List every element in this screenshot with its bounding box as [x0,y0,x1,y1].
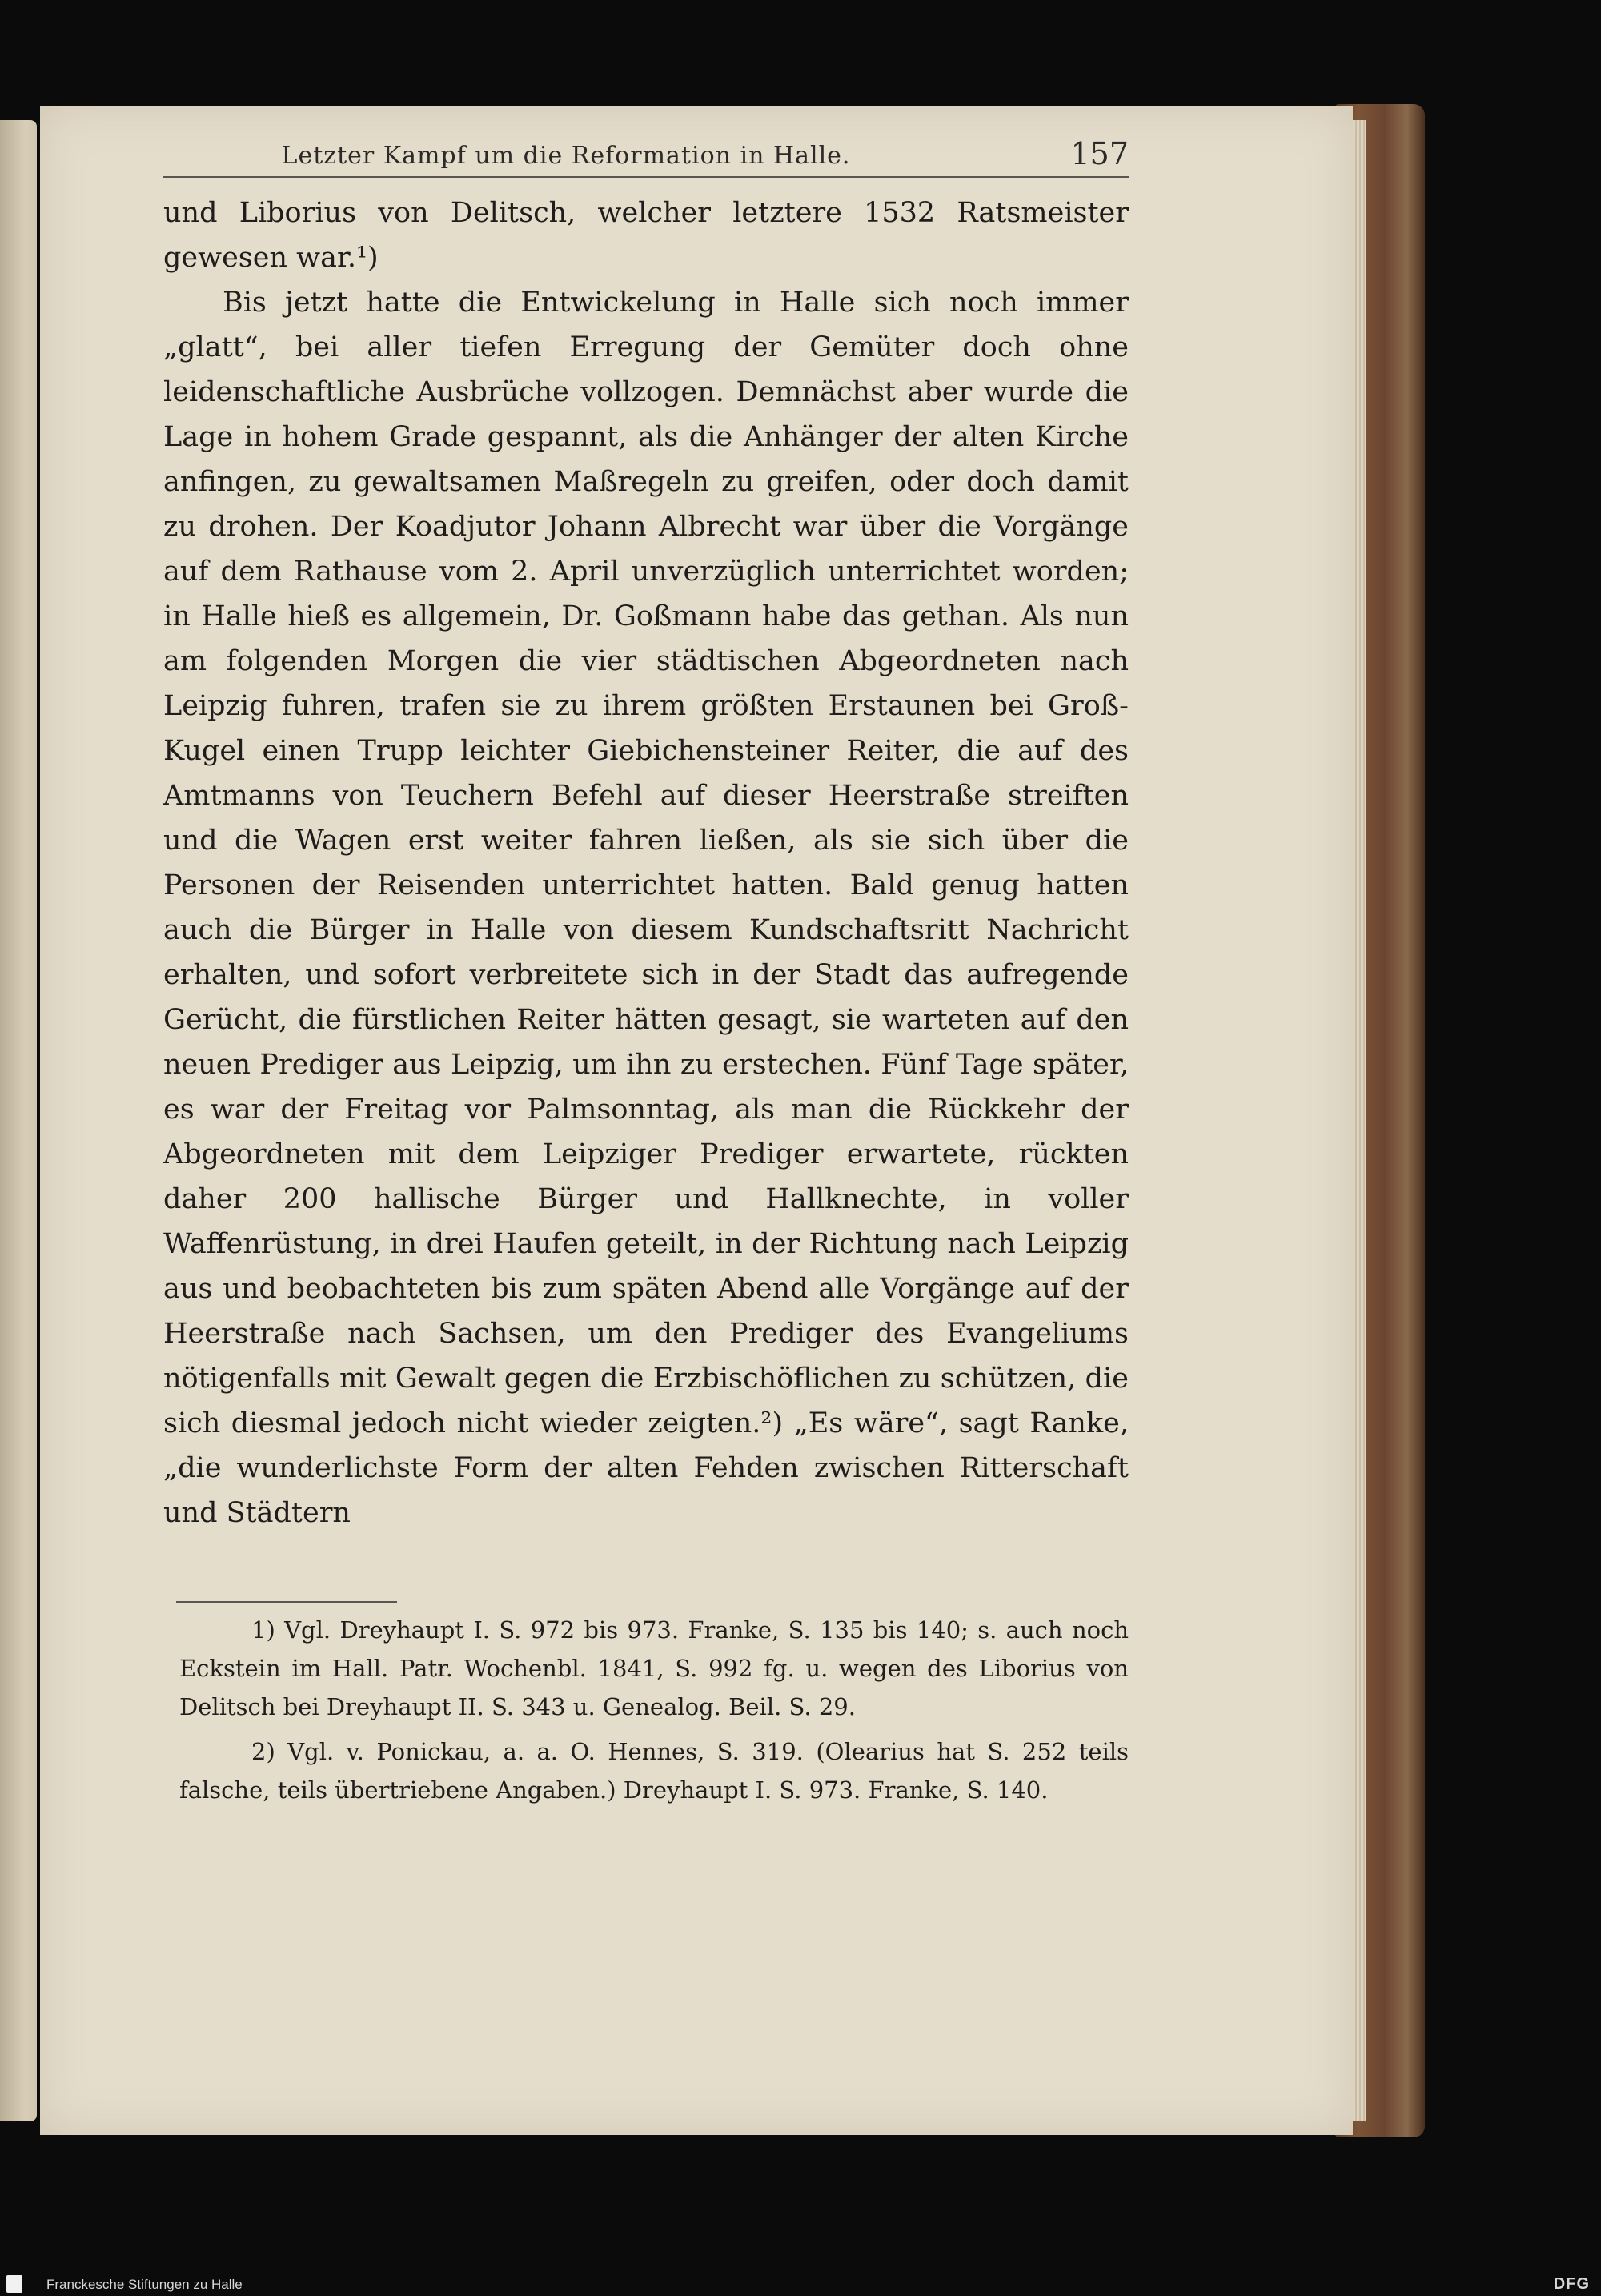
paragraph-2: Bis jetzt hatte die Entwickelung in Halle sich noch immer „glatt“, bei aller tiefen Erregung der Gemüter doch ohne leidenschaftliche Ausbrüche vollzogen. Demnächst aber wurde die Lage in hohem Grade gespannt, als die Anhänger der alten Kirche anfingen, zu gewaltsamen Maßregeln zu greifen, oder doch damit zu drohen. Der Koadjutor Johann Albrecht war über die Vorgänge auf dem Rathause vom 2. April unverzüglich unterrichtet worden; in Halle hieß es allgemein, Dr. Goßmann habe das gethan. Als nun am folgenden Morgen die vier städtischen Abgeordneten nach Leipzig fuhren, trafen sie zu ihrem größten Erstaunen bei Groß-Kugel einen Trupp leichter Giebichensteiner Reiter, die auf des Amtmanns von Teuchern Befehl auf dieser Heerstraße streiften und die Wagen erst weiter fahren ließen, als sie sich über die Personen der Reisenden unterrichtet hatten. Bald genug hatten auch die Bürger in Halle von diesem Kundschaftsritt Nachricht erhalten, und sofort verbreitete sich in der Stadt das aufregende Gerücht, die fürstlichen Reiter hätten gesagt, sie warteten auf den neuen Prediger aus Leipzig, um ihn zu erstechen. Fünf Tage später, es war der Freitag vor Palmsonntag, als man die Rückkehr der Abgeordneten mit dem Leipziger Prediger erwartete, rückten daher 200 hallische Bürger und Hallknechte, in voller Waffenrüstung, in drei Haufen geteilt, in der Richtung nach Leipzig aus und beobachteten bis zum späten Abend alle Vorgänge auf der Heerstraße nach Sachsen, um den Prediger des Evangeliums nötigenfalls mit Gewalt gegen die Erzbischöflichen zu schützen, die sich diesmal jedoch nicht wieder zeigten.²) „Es wäre“, sagt Ranke, „die wunderlichste Form der alten Fehden zwischen Ritterschaft und Städtern [163,287,1129,1529]
left-page-edge [0,120,37,2121]
institution-logo-icon [6,2275,22,2293]
footnotes [179,1611,1129,1816]
running-header [163,128,1129,178]
paragraph-1: und Liborius von Delitsch, welcher letztere 1532 Ratsmeister gewesen war.¹) [163,197,1129,274]
institution-name: Franckesche Stiftungen zu Halle [46,2277,243,2292]
footnote-divider [176,1601,397,1603]
viewer-footer [0,2272,1601,2296]
page-number: 157 [1070,136,1129,171]
main-text [163,191,1129,1535]
footnote-2: 2) Vgl. v. Ponickau, a. a. O. Hennes, S. 319. (Olearius hat S. 252 teils falsche, teils übertriebene Angaben.) Dreyhaupt I. S. 973. Franke, S. 140. [179,1738,1129,1804]
dfg-logo: DFG [1553,2275,1590,2293]
running-title: Letzter Kampf um die Reformation in Halle. [281,142,851,170]
footnote-1: 1) Vgl. Dreyhaupt I. S. 972 bis 973. Franke, S. 135 bis 140; s. auch noch Eckstein im Hall. Patr. Wochenbl. 1841, S. 992 fg. u. wegen des Liborius von Delitsch bei Dreyhaupt II. S. 343 u. Genealog. Beil. S. 29. [179,1616,1129,1720]
